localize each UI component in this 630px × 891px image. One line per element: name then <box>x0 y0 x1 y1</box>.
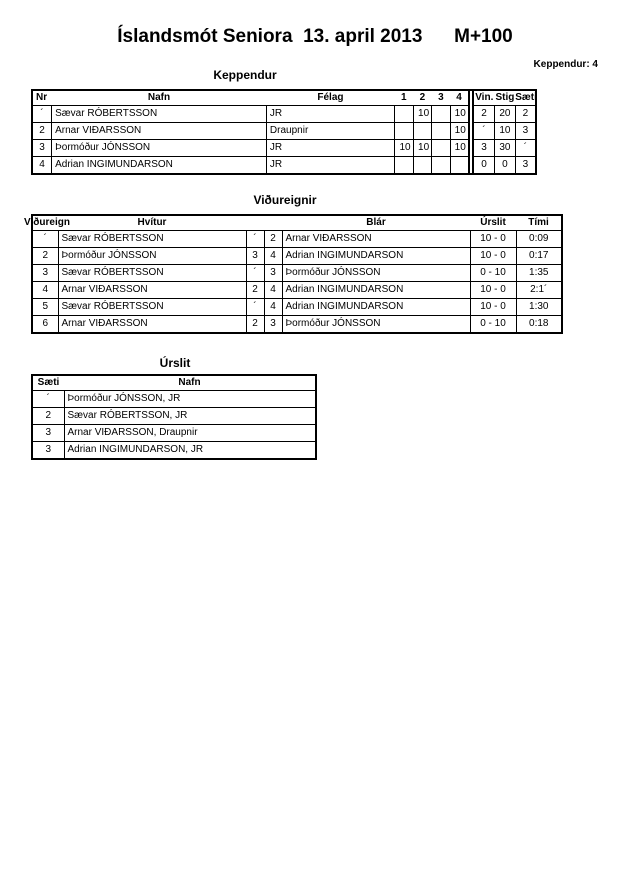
col-hvitur: Hvítur <box>58 215 246 231</box>
white-player: Sævar RÓBERTSSON <box>58 265 246 282</box>
match-number: 3 <box>32 265 58 282</box>
round-2-score: 10 <box>413 140 432 157</box>
final-name: Arnar VIÐARSSON, Draupnir <box>64 425 316 442</box>
col-urslit-nafn: Nafn <box>64 375 316 391</box>
blue-player: Arnar VIÐARSSON <box>282 231 470 248</box>
placing: 3 <box>515 157 536 175</box>
col-urslit-saeti: Sæti <box>32 375 64 391</box>
col-b-nr <box>264 215 282 231</box>
match-row <box>32 316 562 334</box>
col-r4: 4 <box>450 90 469 106</box>
blue-player-number: 2 <box>264 231 282 248</box>
round-2-score <box>413 157 432 175</box>
points: 20 <box>495 106 516 123</box>
blue-player-number: 4 <box>264 248 282 265</box>
player-name: Adrian INGIMUNDARSON <box>52 157 267 175</box>
white-player-number: ´ <box>246 265 264 282</box>
round-1-score <box>394 123 413 140</box>
points: 0 <box>495 157 516 175</box>
white-player: Sævar RÓBERTSSON <box>58 299 246 316</box>
white-player: Arnar VIÐARSSON <box>58 316 246 334</box>
participant-count: Keppendur: 4 <box>533 59 598 70</box>
match-time: 0:17 <box>516 248 562 265</box>
match-result: 0 - 10 <box>470 316 516 334</box>
match-result: 0 - 10 <box>470 265 516 282</box>
blue-player: Adrian INGIMUNDARSON <box>282 282 470 299</box>
result-row <box>32 408 316 425</box>
col-r1: 1 <box>394 90 413 106</box>
player-name: Sævar RÓBERTSSON <box>52 106 267 123</box>
match-number: 6 <box>32 316 58 334</box>
match-row <box>32 231 562 248</box>
player-name: Arnar VIÐARSSON <box>52 123 267 140</box>
placing: ´ <box>515 140 536 157</box>
final-placing: 3 <box>32 442 64 460</box>
round-1-score <box>394 157 413 175</box>
match-row <box>32 248 562 265</box>
placing: 3 <box>515 123 536 140</box>
blue-player: Þormóður JÓNSSON <box>282 316 470 334</box>
match-result: 10 - 0 <box>470 248 516 265</box>
keppendur-row <box>32 140 536 157</box>
match-row <box>32 265 562 282</box>
round-3-score <box>432 157 451 175</box>
vidureignir-heading: Viðureignir <box>253 193 317 207</box>
match-row <box>32 299 562 316</box>
round-3-score <box>432 140 451 157</box>
player-number: 4 <box>32 157 52 175</box>
match-result: 10 - 0 <box>470 282 516 299</box>
col-nafn: Nafn <box>52 90 267 106</box>
round-1-score: 10 <box>394 140 413 157</box>
blue-player: Þormóður JÓNSSON <box>282 265 470 282</box>
blue-player-number: 4 <box>264 282 282 299</box>
white-player-number: ´ <box>246 231 264 248</box>
final-name: Þormóður JÓNSSON, JR <box>64 391 316 408</box>
player-club: JR <box>266 140 394 157</box>
col-urslit: Úrslit <box>470 215 516 231</box>
player-name: Þormóður JÓNSSON <box>52 140 267 157</box>
white-player-number: ´ <box>246 299 264 316</box>
blue-player-number: 3 <box>264 265 282 282</box>
keppendur-row <box>32 157 536 175</box>
final-placing: 3 <box>32 425 64 442</box>
page-title: Íslandsmót Seniora 13. april 2013 M+100 <box>117 26 513 47</box>
col-nr: Nr <box>32 90 52 106</box>
white-player-number: 2 <box>246 282 264 299</box>
match-number: 4 <box>32 282 58 299</box>
white-player: Sævar RÓBERTSSON <box>58 231 246 248</box>
round-3-score <box>432 123 451 140</box>
match-row <box>32 282 562 299</box>
wins: 2 <box>473 106 495 123</box>
white-player-number: 3 <box>246 248 264 265</box>
round-4-score: 10 <box>450 106 469 123</box>
blue-player: Adrian INGIMUNDARSON <box>282 248 470 265</box>
col-h-nr <box>246 215 264 231</box>
player-number: 2 <box>32 123 52 140</box>
match-time: 1:30 <box>516 299 562 316</box>
round-4-score <box>450 157 469 175</box>
round-3-score <box>432 106 451 123</box>
match-result: 10 - 0 <box>470 231 516 248</box>
keppendur-row <box>32 123 536 140</box>
white-player: Arnar VIÐARSSON <box>58 282 246 299</box>
match-time: 1:35 <box>516 265 562 282</box>
col-saeti: Sæti <box>515 90 536 106</box>
keppendur-row <box>32 106 536 123</box>
match-number: ´ <box>32 231 58 248</box>
result-row <box>32 442 316 460</box>
match-time: 0:09 <box>516 231 562 248</box>
match-result: 10 - 0 <box>470 299 516 316</box>
urslit-heading: Úrslit <box>159 356 191 370</box>
player-number: 3 <box>32 140 52 157</box>
player-club: Draupnir <box>266 123 394 140</box>
final-name: Adrian INGIMUNDARSON, JR <box>64 442 316 460</box>
final-name: Sævar RÓBERTSSON, JR <box>64 408 316 425</box>
wins: ´ <box>473 123 495 140</box>
urslit-table <box>31 374 317 460</box>
round-2-score <box>413 123 432 140</box>
round-1-score <box>394 106 413 123</box>
round-4-score: 10 <box>450 123 469 140</box>
result-row <box>32 425 316 442</box>
blue-player-number: 4 <box>264 299 282 316</box>
blue-player-number: 3 <box>264 316 282 334</box>
match-number: 5 <box>32 299 58 316</box>
col-r2: 2 <box>413 90 432 106</box>
round-4-score: 10 <box>450 140 469 157</box>
col-vin: Vin. <box>473 90 495 106</box>
col-r3: 3 <box>432 90 451 106</box>
wins: 3 <box>473 140 495 157</box>
blue-player: Adrian INGIMUNDARSON <box>282 299 470 316</box>
points: 30 <box>495 140 516 157</box>
player-number: ´ <box>32 106 52 123</box>
wins: 0 <box>473 157 495 175</box>
col-stig: Stig <box>495 90 516 106</box>
round-2-score: 10 <box>413 106 432 123</box>
urslit-header-row <box>32 375 316 391</box>
vidureignir-header-row <box>32 215 562 231</box>
col-timi: Tími <box>516 215 562 231</box>
final-placing: 2 <box>32 408 64 425</box>
col-vidureign: Viðureign <box>32 215 58 231</box>
points: 10 <box>495 123 516 140</box>
vidureignir-table <box>24 214 563 334</box>
keppendur-table <box>31 89 537 175</box>
final-placing: ´ <box>32 391 64 408</box>
white-player-number: 2 <box>246 316 264 334</box>
placing: 2 <box>515 106 536 123</box>
player-club: JR <box>266 106 394 123</box>
player-club: JR <box>266 157 394 175</box>
keppendur-header-row <box>32 90 536 106</box>
result-row <box>32 391 316 408</box>
match-number: 2 <box>32 248 58 265</box>
col-felag: Félag <box>266 90 394 106</box>
match-time: 0:18 <box>516 316 562 334</box>
col-blar: Blár <box>282 215 470 231</box>
match-time: 2:1´ <box>516 282 562 299</box>
keppendur-heading: Keppendur <box>213 68 277 82</box>
white-player: Þormóður JÓNSSON <box>58 248 246 265</box>
